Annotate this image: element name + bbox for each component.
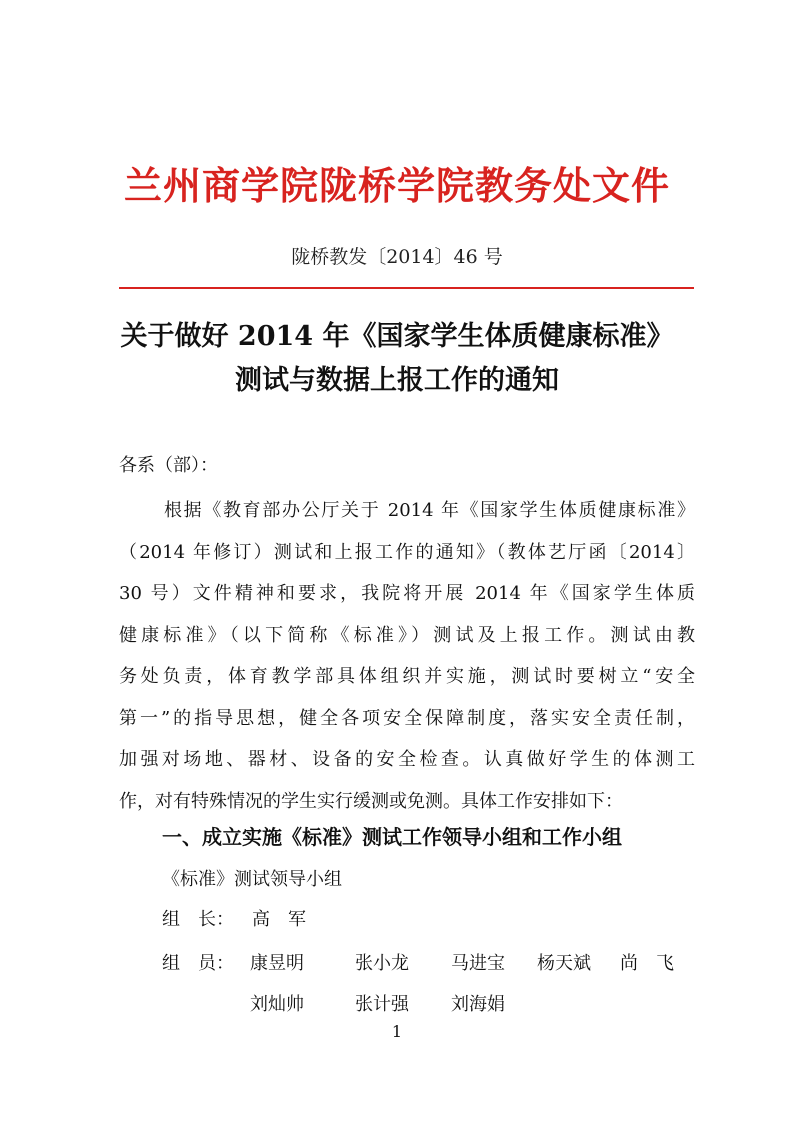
section-heading: 一、成立实施《标准》测试工作领导小组和工作小组 <box>162 825 622 849</box>
salutation: 各系（部）： <box>119 455 218 476</box>
member-name: 刘灿帅 <box>250 994 304 1015</box>
body-line: 30 号）文件精神和要求，我院将开展 2014 年《国家学生体质 <box>119 583 695 604</box>
member-name: 尚 飞 <box>620 953 674 974</box>
document-number: 陇桥教发〔2014〕46 号 <box>291 246 503 268</box>
leader-name: 高 军 <box>252 909 306 930</box>
body-line: 健康标准》（以下简称《标准》）测试及上报工作。测试由教 <box>119 624 695 646</box>
body-paragraph <box>119 490 695 822</box>
document-title <box>100 315 694 403</box>
member-name: 杨天斌 <box>537 953 591 974</box>
group-title: 《标准》测试领导小组 <box>162 869 342 890</box>
leader-label: 组 长： <box>162 909 234 930</box>
title-line-2: 测试与数据上报工作的通知 <box>235 365 559 396</box>
body-line: 加强对场地、器材、设备的安全检查。认真做好学生的体测工 <box>119 749 695 770</box>
member-name: 张计强 <box>355 994 409 1015</box>
body-line: 作，对有特殊情况的学生实行缓测或免测。具体工作安排如下： <box>119 790 623 812</box>
red-divider-line <box>119 287 694 289</box>
title-line-1: 关于做好 2014 年《国家学生体质健康标准》 <box>120 321 674 352</box>
body-line: 根据《教育部办公厅关于 2014 年《国家学生体质健康标准》 <box>164 500 695 521</box>
body-line: 第一”的指导思想，健全各项安全保障制度，落实安全责任制， <box>119 707 695 729</box>
body-line: 务处负责，体育教学部具体组织并实施，测试时要树立“安全 <box>119 666 695 687</box>
members-label: 组 员： <box>162 953 234 974</box>
member-name: 刘海娟 <box>451 994 505 1015</box>
body-line: （2014 年修订）测试和上报工作的通知》（教体艺厅函〔2014〕 <box>119 541 695 563</box>
member-name: 康昱明 <box>250 953 304 974</box>
member-name: 张小龙 <box>355 953 409 974</box>
document-issuer-header: 兰州商学院陇桥学院教务处文件 <box>123 163 670 208</box>
page-number: 1 <box>391 1022 403 1041</box>
member-name: 马进宝 <box>451 953 505 974</box>
